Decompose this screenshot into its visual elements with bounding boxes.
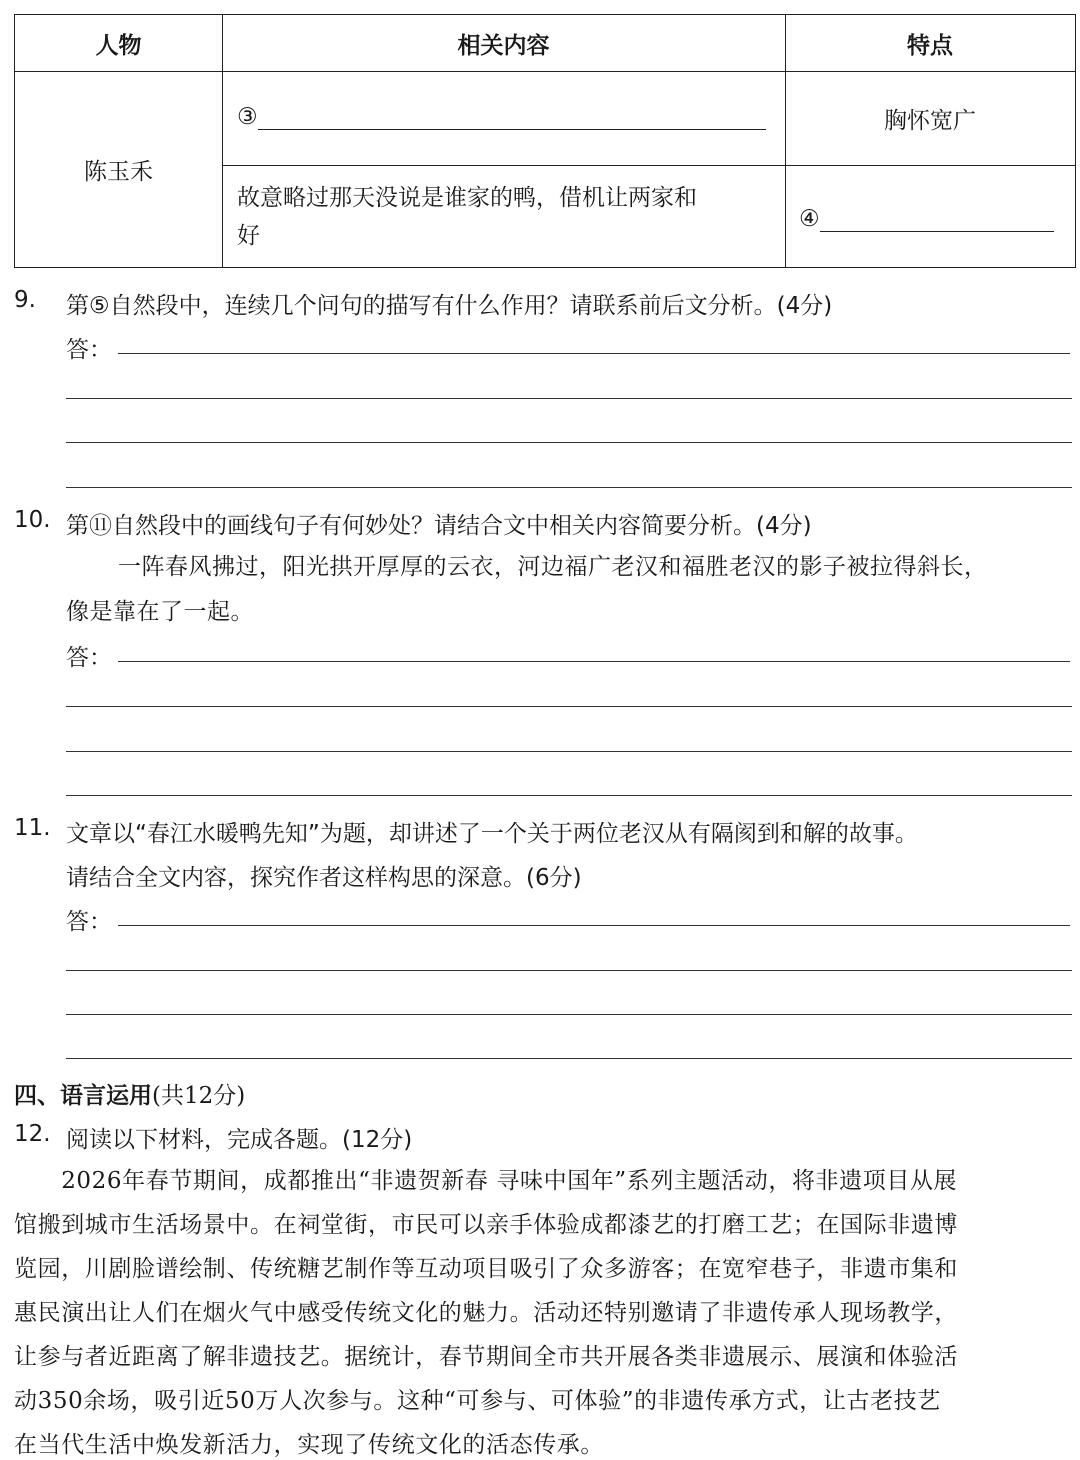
table-person-name: 陈玉禾 [84,158,153,185]
answer-label: 答： [66,645,112,671]
passage-line: 惠民演出让人们在烟火气中感受传统文化的魅力。活动还特别邀请了非遗传承人现场教学， [14,1300,958,1326]
fill-line [258,103,766,130]
table-header-person: 人物 [95,32,142,59]
question-9-text: 第⑤自然段中，连续几个问句的描写有什么作用？请联系前后文分析。(4分) [66,293,833,319]
section-heading [14,1077,245,1110]
question-10-text: 第⑪自然段中的画线句子有何妙处？请结合文中相关内容简要分析。(4分) [66,513,812,539]
question-number: 12. [14,1121,51,1147]
answer-line[interactable] [66,706,1072,707]
answer-line[interactable] [118,353,1070,354]
answer-blank-3[interactable] [237,103,766,130]
table-content-2 [237,179,697,255]
answer-blank-4[interactable] [799,205,1054,232]
passage-line: 馆搬到城市生活场景中。在祠堂街，市民可以亲手体验成都漆艺的打磨工艺；在国际非遗博 [14,1212,958,1238]
answer-line[interactable] [118,925,1070,926]
quoted-sentence: 像是靠在了一起。 [66,599,254,625]
quoted-sentence: 一阵春风拂过，阳光拱开厚厚的云衣，河边福广老汉和福胜老汉的影子被拉得斜长， [118,554,988,580]
question-12-text: 阅读以下材料，完成各题。(12分) [66,1127,413,1153]
passage-line: 在当代生活中焕发新活力，实现了传统文化的活态传承。 [14,1432,604,1458]
section-title: 四、语言运用 [14,1083,152,1109]
table-divider [222,165,1075,166]
answer-label: 答： [66,337,112,363]
table-header-content: 相关内容 [457,32,550,59]
answer-line[interactable] [66,487,1072,488]
answer-line[interactable] [66,1058,1072,1059]
answer-label: 答： [66,909,112,935]
blank-marker: ④ [799,206,820,232]
answer-line[interactable] [66,442,1072,443]
passage-line: 2026年春节期间，成都推出“非遗贺新春 寻味中国年”系列主题活动，将非遗项目从展 [14,1168,958,1194]
passage-line: 动350余场，吸引近50万人次参与。这种“可参与、可体验”的非遗传承方式，让古老技艺 [14,1388,941,1414]
passage-line: 让参与者近距离了解非遗技艺。据统计，春节期间全市共开展各类非遗展示、展演和体验活 [14,1344,958,1370]
answer-line[interactable] [66,398,1072,399]
character-table [14,14,1076,268]
question-number: 11. [14,815,51,841]
answer-line[interactable] [118,661,1070,662]
answer-line[interactable] [66,795,1072,796]
section-score: (共12分) [152,1083,246,1109]
table-content-line: 好 [237,223,260,249]
passage-line: 览园，川剧脸谱绘制、传统糖艺制作等互动项目吸引了众多游客；在宽窄巷子，非遗市集和 [14,1256,958,1282]
blank-marker: ③ [237,104,258,130]
answer-line[interactable] [66,751,1072,752]
answer-line[interactable] [66,970,1072,971]
table-header-trait: 特点 [907,32,953,59]
question-11-text: 请结合全文内容，探究作者这样构思的深意。(6分) [66,865,582,891]
question-number: 10. [14,507,51,533]
question-11-text: 文章以“春江水暖鸭先知”为题，却讲述了一个关于两位老汉从有隔阂到和解的故事。 [66,821,918,847]
table-content-line: 故意略过那天没说是谁家的鸭，借机让两家和 [237,185,697,211]
question-number: 9. [14,287,36,313]
table-trait-1: 胸怀宽广 [884,107,976,134]
fill-line [820,205,1054,232]
answer-line[interactable] [66,1014,1072,1015]
